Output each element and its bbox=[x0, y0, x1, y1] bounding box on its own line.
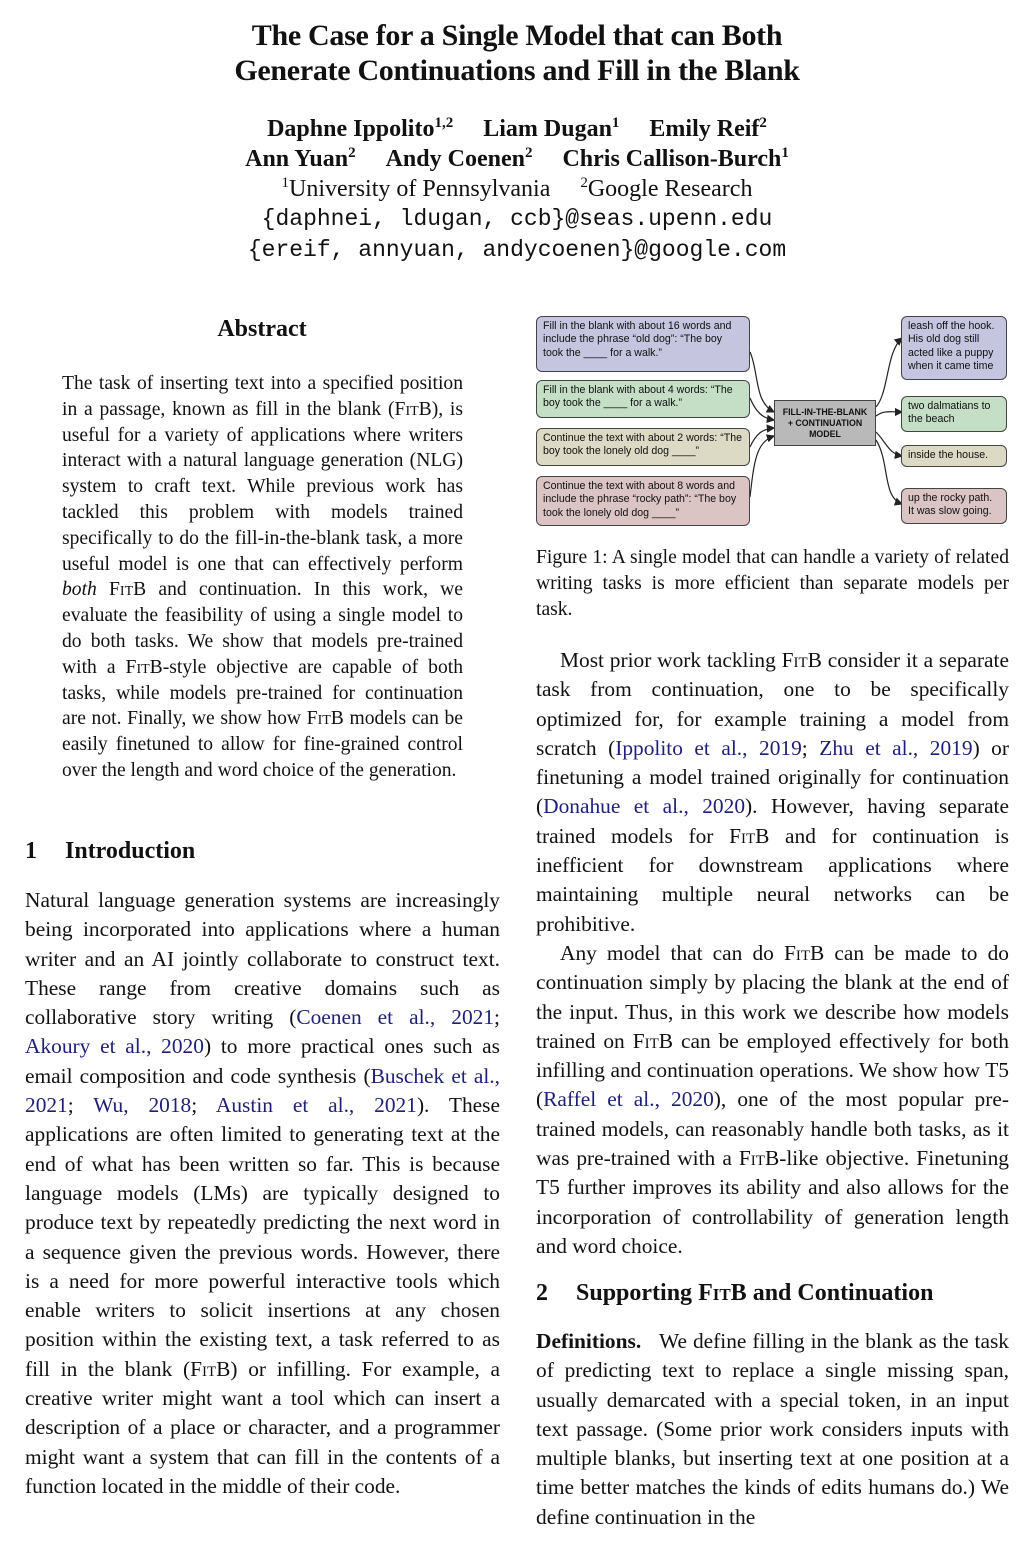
paragraph: Most prior work tackling FitB consider it a separate task from continuation, one to be specifically optimized for, for example training a model from scratch (Ippolito et al., 2019; Zhu et al., 2019) or finetuning a model trained originally for continuation (Donahue et al., 2020). However, having separate trained models for FitB and for continuation is inefficient for downstream applications where maintaining multiple neural networks can be prohibitive. bbox=[536, 648, 1010, 936]
citation-link[interactable]: Akoury et al., 2020 bbox=[25, 1034, 204, 1059]
citation-link[interactable]: Buschek et al., 2021 bbox=[25, 1063, 501, 1118]
definitions-label: Definitions. bbox=[536, 1329, 642, 1353]
model-box: FILL-IN-THE-BLANK + CONTINUATION MODEL bbox=[774, 400, 876, 446]
citation-link[interactable]: Austin et al., 2021 bbox=[215, 1093, 417, 1118]
arrow-output-4 bbox=[876, 440, 902, 504]
section-heading-introduction: 1 Introduction bbox=[25, 838, 196, 864]
output-box-2: two dalmatians to the beach bbox=[901, 396, 1007, 432]
input-box-fitb-16-words: Fill in the blank with about 16 words and include the phrase “old dog”: “The boy took the ____ for a walk.” bbox=[536, 316, 750, 372]
affiliation: $^1$University of Pennsylvania bbox=[281, 175, 551, 202]
author-row-1 bbox=[0, 114, 1034, 144]
arrow-input-2 bbox=[750, 398, 774, 420]
email-line-1[interactable]: {daphnei, ldugan, ccb}@seas.upenn.edu bbox=[261, 206, 773, 232]
author: Andy Coenen$^2$ bbox=[385, 145, 533, 172]
output-box-4: up the rocky path. It was slow going. bbox=[901, 488, 1007, 524]
citation-link[interactable]: Donahue et al., 2020 bbox=[543, 794, 746, 819]
citation-link[interactable]: Raffel et al., 2020 bbox=[543, 1087, 714, 1112]
author: Liam Dugan$^1$ bbox=[483, 115, 620, 142]
author: Ann Yuan$^2$ bbox=[245, 145, 356, 172]
introduction-body: Natural language generation systems are increasingly being incorporated into applications where a human writer and an AI jointly collaborate to construct text. These range from creative domains such as collaborative story writing (Coenen et al., 2021; Akoury et al., 2020) to more practical ones such as email composition and code synthesis (Buschek et al., 2021; Wu, 2018; Austin et al., 2021). These applications are often limited to generating text at the end of what has been written so far. This is because language models (LMs) are typically designed to produce text by repeatedly predicting the next word in a sequence given the previous words. However, there is a need for more powerful interactive tools which enable writers to solicit insertions at any chosen position within the existing text, a task referred to as fill in the blank (FitB) or infilling. For example, a creative writer might want a tool which can insert a description of a place or character, and a programmer might want a system that can fill in the contents of a function located in the middle of their code. bbox=[25, 888, 501, 1498]
arrow-output-3 bbox=[876, 432, 902, 456]
figure-caption: Figure 1: A single model that can handle a variety of related writing tasks is more efficient than separate models per task. bbox=[536, 547, 1009, 620]
author-row-2 bbox=[0, 144, 1034, 174]
abstract-body: The task of inserting text into a specified position in a passage, known as fill in the blank (FitB), is useful for a variety of applications where writers interact with a natural language generation (NLG) system to craft text. While previous work has tackled this problem with models trained specifically to do the fill-in-the-blank task, a more useful model is one that can effectively perform both FitB and continuation. In this work, we evaluate the feasibility of using a single model to do both tasks. We show that models pre-trained with a FitB-style objective are capable of both tasks, while models pre-trained for continuation are not. Finally, we show how FitB models can be easily finetuned to allow for fine-grained control over the length and word choice of the generation. bbox=[62, 373, 464, 781]
section-2-body: Definitions. We define filling in the blank as the task of predicting text to replace a single missing span, usually demarcated with a special token, in an input text passage. (Some prior work considers inputs with multiple blanks, but inserting text at one position at a time better matches the kinds of edits humans do.) We define continuation in the bbox=[536, 1329, 1009, 1529]
citation-link[interactable]: Coenen et al., 2021 bbox=[296, 1005, 495, 1030]
author: Chris Callison-Burch$^1$ bbox=[562, 145, 789, 172]
author-block bbox=[0, 114, 1034, 266]
affiliation: $^2$Google Research bbox=[580, 175, 753, 202]
abstract-heading: Abstract bbox=[217, 316, 307, 342]
affiliations bbox=[0, 174, 1034, 204]
citation-link[interactable]: Ippolito et al., 2019 bbox=[615, 735, 802, 760]
email-line-2[interactable]: {ereif, annyuan, andycoenen}@google.com bbox=[247, 237, 787, 263]
section-heading-supporting-fitb: 2 Supporting FitB and Continuation bbox=[536, 1280, 934, 1306]
output-box-3: inside the house. bbox=[901, 445, 1007, 467]
author: Emily Reif$^2$ bbox=[649, 115, 767, 142]
right-column-body bbox=[536, 646, 1009, 1261]
title-line-2: Generate Continuations and Fill in the Blank bbox=[234, 54, 800, 87]
input-box-continue-2-words: Continue the text with about 2 words: “The boy took the lonely old dog ____” bbox=[536, 428, 750, 466]
arrow-input-1 bbox=[750, 352, 774, 412]
author: Daphne Ippolito$^{1,2}$ bbox=[267, 115, 454, 142]
output-box-1: leash off the hook. His old dog still acted like a puppy when it came time bbox=[901, 316, 1007, 380]
citation-link[interactable]: Zhu et al., 2019 bbox=[819, 735, 973, 760]
paper-title bbox=[0, 18, 1034, 88]
title-line-1: The Case for a Single Model that can Both bbox=[251, 19, 783, 52]
arrow-input-4 bbox=[750, 436, 774, 497]
arrow-output-1 bbox=[876, 338, 902, 407]
figure-1 bbox=[534, 312, 1012, 527]
arrow-output-2 bbox=[876, 412, 902, 416]
input-box-fitb-4-words: Fill in the blank with about 4 words: “The boy took the ____ for a walk.” bbox=[536, 380, 750, 418]
input-box-continue-8-words: Continue the text with about 8 words and include the phrase “rocky path”: “The boy took the lonely old dog ____” bbox=[536, 476, 750, 526]
paragraph: Any model that can do FitB can be made to do continuation simply by placing the blank at the end of the input. Thus, in this work we describe how models trained on FitB can be employed effectively for both infilling and continuation operations. We show how T5 (Raffel et al., 2020), one of the most popular pre-trained models, can reasonably handle both tasks, as it was pre-trained with a FitB-like objective. Finetuning T5 further improves its ability and also allows for the incorporation of controllability of generation length and word choice. bbox=[536, 940, 1009, 1258]
citation-link[interactable]: Wu, 2018 bbox=[93, 1093, 192, 1118]
